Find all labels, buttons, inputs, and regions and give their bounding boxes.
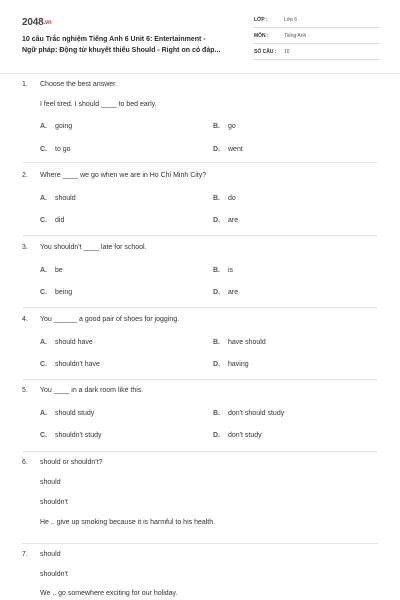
option-letter: B. (213, 195, 220, 202)
option-b[interactable] (213, 267, 233, 274)
option-d[interactable] (213, 289, 238, 296)
question-divider (22, 379, 378, 380)
option-b[interactable] (213, 410, 284, 417)
option-letter: B. (213, 339, 220, 346)
question-number: 4. (22, 316, 28, 323)
meta-subject-label: MÔN : (254, 33, 269, 39)
option-letter: C. (40, 289, 47, 296)
option-letter: A. (40, 267, 47, 274)
title-line-2: Ngữ pháp: Động từ khuyết thiếu Should - Right on có đáp... (22, 47, 221, 54)
option-a[interactable] (40, 195, 76, 202)
option-letter: D. (213, 432, 220, 439)
option-a[interactable] (40, 410, 94, 417)
option-text: going (55, 123, 73, 130)
question-list (0, 74, 400, 600)
option-letter: D. (213, 217, 220, 224)
option-c[interactable] (40, 432, 101, 439)
option-letter: A. (40, 195, 47, 202)
option-b[interactable] (213, 339, 266, 346)
option-text: do (228, 195, 236, 202)
option-text: is (228, 267, 234, 274)
option-text: went (228, 146, 243, 153)
option-d[interactable] (213, 361, 249, 368)
option-letter: C. (40, 217, 47, 224)
site-logo[interactable] (22, 17, 52, 28)
option-d[interactable] (213, 432, 262, 439)
option-text: shouldn't have (55, 361, 100, 368)
option-c[interactable] (40, 146, 71, 153)
option-letter: D. (213, 361, 220, 368)
meta-subject-value: Tiếng Anh (284, 33, 307, 39)
option-text: have should (228, 339, 266, 346)
logo-suffix: .vn (43, 20, 52, 26)
question-sentence: We .. go somewhere exciting for our holiday. (40, 590, 178, 597)
question-line: shouldn't (40, 499, 68, 506)
question-number: 2. (22, 172, 28, 179)
question-line: should (40, 479, 61, 486)
meta-count-value: 10 (284, 49, 290, 55)
option-a[interactable] (40, 339, 93, 346)
question-number: 6. (22, 459, 28, 466)
option-text: go (228, 123, 236, 130)
question-prompt: You ____ in a dark room like this. (40, 387, 144, 394)
option-letter: A. (40, 123, 47, 130)
option-letter: D. (213, 146, 220, 153)
title-line-1: 10 câu Trắc nghiệm Tiếng Anh 6 Unit 6: Entertainment - (22, 36, 206, 43)
question-divider (22, 543, 378, 544)
question-divider (22, 235, 378, 236)
option-c[interactable] (40, 361, 100, 368)
option-b[interactable] (213, 123, 236, 130)
question-number: 1. (22, 81, 28, 88)
question-divider (22, 307, 378, 308)
option-text: are (228, 217, 239, 224)
question-prompt: You ______ a good pair of shoes for jogging. (40, 316, 180, 323)
option-letter: A. (40, 339, 47, 346)
question-divider (22, 451, 378, 452)
question-prompt: should or shouldn't? (40, 459, 103, 466)
option-a[interactable] (40, 267, 63, 274)
question-prompt: Choose the best answer. (40, 81, 118, 88)
option-d[interactable] (213, 146, 243, 153)
option-letter: B. (213, 123, 220, 130)
option-c[interactable] (40, 217, 64, 224)
question-sentence: I feel tired. I should ____ to bed early. (40, 101, 157, 108)
question-divider (22, 162, 378, 163)
meta-class (254, 15, 380, 28)
question-prompt: You shouldn't ____ late for school. (40, 244, 147, 251)
question-prompt: should (40, 551, 61, 558)
option-letter: B. (213, 267, 220, 274)
option-letter: B. (213, 410, 220, 417)
option-text: being (55, 289, 73, 296)
option-letter: C. (40, 146, 47, 153)
option-text: to go (55, 146, 71, 153)
option-letter: D. (213, 289, 220, 296)
option-d[interactable] (213, 217, 238, 224)
option-text: should (55, 195, 76, 202)
question-number: 7. (22, 551, 28, 558)
question-number: 5. (22, 387, 28, 394)
option-text: be (55, 267, 63, 274)
meta-subject (254, 31, 380, 44)
option-c[interactable] (40, 289, 72, 296)
option-letter: C. (40, 361, 47, 368)
option-text: shouldn't study (55, 432, 102, 439)
question-sentence: He .. give up smoking because it is harmful to his health. (40, 519, 216, 526)
question-line: shouldn't (40, 571, 68, 578)
option-text: having (228, 361, 249, 368)
option-text: don't should study (228, 410, 285, 417)
meta-class-label: LỚP : (254, 17, 268, 23)
meta-class-value: Lớp 6 (284, 17, 298, 23)
meta-count-label: SỐ CÂU : (254, 49, 277, 55)
option-text: don't study (228, 432, 262, 439)
option-letter: C. (40, 432, 47, 439)
question-number: 3. (22, 244, 28, 251)
option-b[interactable] (213, 195, 236, 202)
option-a[interactable] (40, 123, 72, 130)
logo-text: 2048 (22, 17, 44, 28)
option-text: did (55, 217, 65, 224)
option-text: should study (55, 410, 95, 417)
meta-count (254, 47, 380, 60)
document-header (0, 0, 400, 74)
question-prompt: Where ____ we go when we are in Ho Chi Minh City? (40, 172, 207, 179)
option-letter: A. (40, 410, 47, 417)
document-title (22, 34, 240, 56)
option-text: are (228, 289, 239, 296)
option-text: should have (55, 339, 93, 346)
